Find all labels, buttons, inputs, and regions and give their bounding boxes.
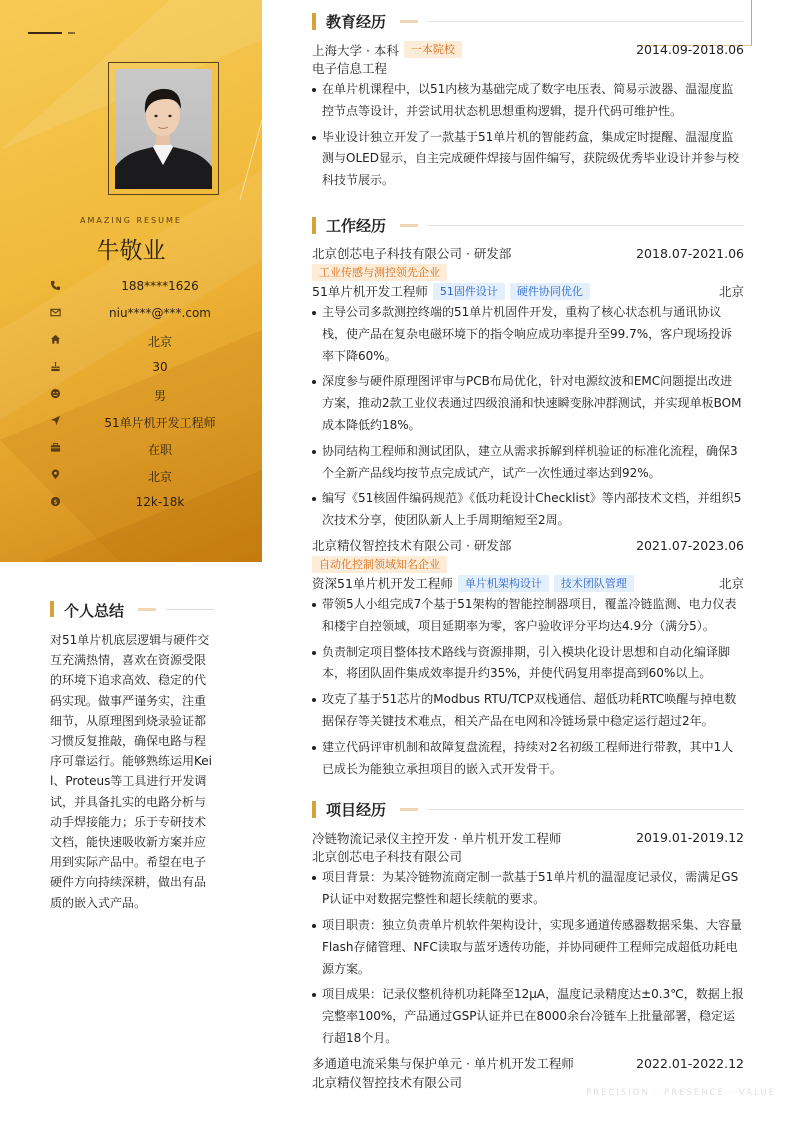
contact-info xyxy=(40,276,240,519)
summary-header xyxy=(50,600,220,618)
list-item: 在单片机课程中，以51内核为基础完成了数字电压表、简易示波器、温湿度监控节点等设计，并尝试用状态机思想重构逻辑，提升代码可维护性。 xyxy=(312,79,744,123)
education-title: 教育经历 xyxy=(326,13,387,31)
skill-tag: 单片机架构设计 xyxy=(458,575,549,592)
section-dash xyxy=(400,20,418,23)
info-phone xyxy=(40,276,240,303)
section-accent-bar xyxy=(312,13,316,30)
job-date: 2018.07-2021.06 xyxy=(636,245,744,261)
job-role-row xyxy=(312,574,744,593)
project-name: 冷链物流记录仪主控开发 · 单片机开发工程师 xyxy=(312,830,562,846)
gender-value: 男 xyxy=(153,389,166,403)
list-item: 主导公司多款测控终端的51单片机固件开发，重构了核心状态机与通讯协议栈，使产品在复杂电磁环境下的指令响应成功率提升至99.7%，客户现场投诉率下降60%。 xyxy=(312,302,744,367)
job-company: 北京精仪智控技术有限公司 · 研发部 xyxy=(312,538,512,554)
salary-value: 12k-18k xyxy=(135,495,185,509)
section-accent-bar xyxy=(312,217,316,234)
education-header xyxy=(312,10,744,35)
job-date: 2021.07-2023.06 xyxy=(636,537,744,553)
company-tag: 工业传感与测控领先企业 xyxy=(312,264,447,281)
footer-tagline: PRECISION · PRESENCE · VALUE xyxy=(586,1088,776,1098)
project-entry xyxy=(312,828,744,1049)
list-item: 深度参与硬件原理图评审与PCB布局优化，针对电源纹波和EMC问题提出改进方案，推动2款工业仪表通过四级浪涌和快速瞬变脉冲群测试，并实现单板BOM成本降低约18%。 xyxy=(312,371,744,436)
position-value: 51单片机开发工程师 xyxy=(104,416,216,430)
company-tag: 自动化控制领域知名企业 xyxy=(312,556,447,573)
info-status xyxy=(40,438,240,465)
info-gender xyxy=(40,384,240,411)
job-role: 51单片机开发工程师 xyxy=(312,284,428,300)
projects-header xyxy=(312,798,744,823)
location-value: 北京 xyxy=(147,470,172,484)
company-tag-row xyxy=(312,555,744,574)
school-tag: 一本院校 xyxy=(404,41,462,58)
main-content xyxy=(312,10,744,1092)
project-entry xyxy=(312,1054,744,1092)
info-salary xyxy=(40,492,240,519)
job-city: 北京 xyxy=(718,284,744,300)
job-entry xyxy=(312,536,744,780)
decor-line xyxy=(28,32,62,34)
job-entry xyxy=(312,244,744,532)
list-item: 负责制定项目整体技术路线与资源排期，引入模块化设计思想和自动化编译脚本，将团队固件集成效率提升约35%，并使代码复用率提高到60%以上。 xyxy=(312,642,744,686)
section-dash xyxy=(400,808,418,811)
list-item: 编写《51核固件编码规范》《低功耗设计Checklist》等内部技术文档，并组织5次技术分享，使团队新人上手周期缩短至2周。 xyxy=(312,488,744,532)
job-bullets xyxy=(312,302,744,532)
list-item: 带领5人小组完成7个基于51架构的智能控制器项目，覆盖冷链监测、电力仪表和楼宇自控领域，项目延期率为零，客户验收评分平均达4.9分（满分5）。 xyxy=(312,594,744,638)
resume-tagline: AMAZING RESUME xyxy=(80,216,182,225)
section-accent-bar xyxy=(50,601,54,617)
section-divider xyxy=(428,809,744,810)
section-dash xyxy=(138,608,156,611)
project-row xyxy=(312,1054,744,1073)
email-value: niu****@***.com xyxy=(109,306,211,320)
company-tag-row xyxy=(312,263,744,282)
job-company: 北京创芯电子科技有限公司 · 研发部 xyxy=(312,246,512,262)
project-name: 多通道电流采集与保护单元 · 单片机开发工程师 xyxy=(312,1056,574,1072)
list-item: 攻克了基于51芯片的Modbus RTU/TCP双栈通信、超低功耗RTC唤醒与掉电数据保存等关键技术难点，相关产品在电网和冷链场景中稳定运行超过2年。 xyxy=(312,689,744,733)
info-location xyxy=(40,465,240,492)
decor-dot xyxy=(68,32,75,34)
svg-text:$: $ xyxy=(53,497,58,506)
age-value: 30 xyxy=(152,360,168,374)
summary-title: 个人总结 xyxy=(64,602,125,620)
info-email xyxy=(40,303,240,330)
job-role: 资深51单片机开发工程师 xyxy=(312,576,453,592)
project-company: 北京创芯电子科技有限公司 xyxy=(312,849,463,865)
skill-tag: 51固件设计 xyxy=(433,283,505,300)
section-divider xyxy=(428,21,744,22)
major: 电子信息工程 xyxy=(312,61,388,76)
list-item: 项目职责：独立负责单片机软件架构设计，实现多通道传感器数据采集、大容量Flash存储管理、NFC读取与蓝牙透传功能，并协同硬件工程师完成超低功耗电源方案。 xyxy=(312,915,744,980)
job-city: 北京 xyxy=(718,576,744,592)
education-date: 2014.09-2018.06 xyxy=(636,42,744,57)
home-value: 北京 xyxy=(147,335,172,349)
project-bullets xyxy=(312,867,744,1049)
list-item: 协同结构工程师和测试团队，建立从需求拆解到样机验证的标准化流程，确保3个全新产品线均按节点完成试产，试产一次性通过率达到92%。 xyxy=(312,441,744,485)
status-value: 在职 xyxy=(147,443,172,457)
summary-text: 对51单片机底层逻辑与硬件交互充满热情，喜欢在资源受限的环境下追求高效、稳定的代码实现。做事严谨务实，注重细节，从原理图到烧录验证都习惯反复推敲，确保电路与程序可靠运行。能够熟练运用Keil、Proteus等工具进行开发调试，并具备扎实的电路分析与动手焊接能力；乐于专研技术文档，能快速吸收新方案并应用到实际产品中。希望在电子硬件方向持续深耕，做出有品质的嵌入式产品。 xyxy=(50,633,212,910)
projects-title: 项目经历 xyxy=(326,801,387,820)
skill-tag: 技术团队管理 xyxy=(554,575,634,592)
job-company-row xyxy=(312,244,744,263)
section-accent-bar xyxy=(312,801,316,818)
phone-value: 188****1626 xyxy=(121,279,199,293)
person-portrait xyxy=(115,69,212,189)
project-row xyxy=(312,828,744,847)
job-company-row xyxy=(312,536,744,555)
work-header xyxy=(312,214,744,239)
section-divider xyxy=(428,225,744,226)
project-company: 北京精仪智控技术有限公司 xyxy=(312,1074,463,1090)
candidate-name: 牛敬业 xyxy=(96,238,166,264)
education-row xyxy=(312,40,744,59)
list-item: 项目背景：为某冷链物流商定制一款基于51单片机的温湿度记录仪，需满足GSP认证中对数据完整性和超长续航的要求。 xyxy=(312,867,744,911)
info-position xyxy=(40,411,240,438)
info-home xyxy=(40,330,240,357)
section-dash xyxy=(400,224,418,227)
work-title: 工作经历 xyxy=(326,216,387,235)
job-role-row xyxy=(312,282,744,301)
profile-photo xyxy=(115,69,212,189)
job-bullets xyxy=(312,594,744,780)
info-age xyxy=(40,357,240,384)
education-bullets xyxy=(312,79,744,192)
project-date: 2019.01-2019.12 xyxy=(636,830,744,846)
school-name: 上海大学 · 本科 xyxy=(312,42,399,58)
skill-tag: 硬件协同优化 xyxy=(510,283,590,300)
project-date: 2022.01-2022.12 xyxy=(636,1055,744,1071)
section-divider xyxy=(166,609,214,610)
list-item: 毕业设计独立开发了一款基于51单片机的智能药盒，集成定时提醒、温湿度监测与OLED显示，自主完成硬件焊接与固件编写，获院级优秀毕业设计并参与校科技节展示。 xyxy=(312,127,744,192)
list-item: 建立代码评审机制和故障复盘流程，持续对2名初级工程师进行带教，其中1人已成长为能独立承担项目的嵌入式开发骨干。 xyxy=(312,737,744,781)
list-item: 项目成果：记录仪整机待机功耗降至12μA，温度记录精度达±0.3℃，数据上报完整率100%，产品通过GSP认证并已在8000余台冷链车上批量部署，稳定运行超18个月。 xyxy=(312,984,744,1049)
